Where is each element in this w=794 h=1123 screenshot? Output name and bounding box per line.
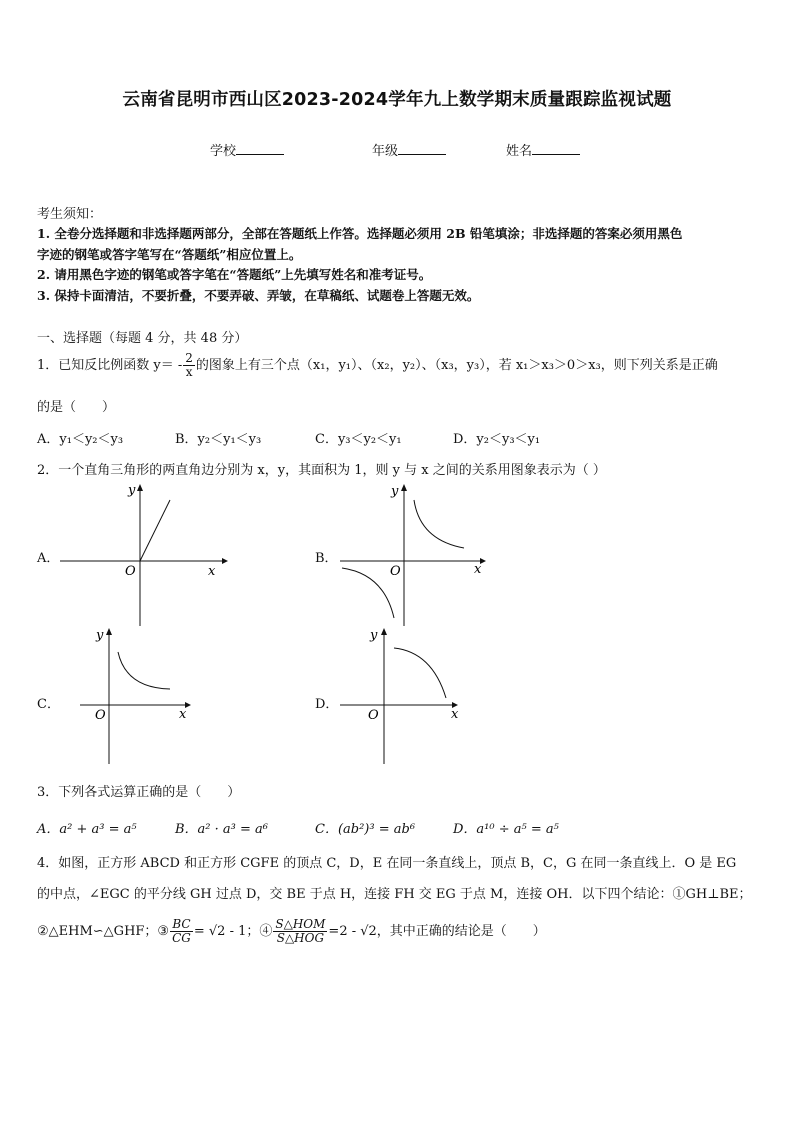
q1-option-d: D．y₂＜y₃＜y₁ — [453, 432, 541, 447]
grade-field — [372, 140, 446, 159]
school-blank — [236, 142, 284, 155]
question-1-line-2: 的是（ ） — [37, 400, 116, 415]
note-line-4: 3. 保持卡面清洁，不要折叠，不要弄破、弄皱，在草稿纸、试题卷上答题无效。 — [37, 288, 480, 303]
graph-b-curve-q1 — [414, 500, 464, 548]
graph-a-x-label: x — [208, 564, 216, 579]
graph-b-y-label: y — [391, 484, 399, 499]
graph-b-curve-q3 — [342, 568, 394, 618]
graph-d-y-label: y — [370, 628, 378, 643]
q4-frac1-num: BC — [170, 918, 193, 932]
graph-b-x-label: x — [474, 562, 482, 577]
question-4-line-2: 的中点，∠EGC 的平分线 GH 过点 D，交 BE 于点 H，连接 FH 交 EG 于点 M，连接 OH．以下四个结论：①GH⊥BE； — [37, 887, 752, 902]
grade-label: 年级 — [372, 144, 399, 159]
q1-frac-den: x — [185, 365, 193, 380]
q4-frac1-den: CG — [172, 931, 191, 946]
q1-option-b: B．y₂＜y₁＜y₃ — [175, 432, 262, 447]
graph-a-y-arrow — [137, 484, 143, 491]
graph-d-curve — [394, 648, 446, 698]
name-blank — [532, 142, 580, 155]
q2-label-c: C． — [37, 697, 60, 712]
q1-option-c: C．y₃＜y₂＜y₁ — [315, 432, 402, 447]
q4-conclusion-3: = √2 - 1；④ — [193, 924, 273, 940]
q1-frac-num: 2 — [185, 351, 193, 365]
q4-fraction-1 — [170, 918, 193, 945]
question-2-text: 2．一个直角三角形的两直角边分别为 x，y，其面积为 1，则 y 与 x 之间的关系用图象表示为（ ） — [37, 463, 606, 478]
question-1-line-1 — [37, 352, 718, 379]
note-line-1: 1. 全卷分选择题和非选择题两部分，全部在答题纸上作答。选择题必须用 2B 铅笔填涂；非选择题的答案必须用黑色 — [37, 226, 683, 241]
name-field — [506, 140, 580, 159]
q3-option-d: D．a¹⁰ ÷ a⁵ = a⁵ — [453, 822, 559, 837]
q4-frac2-den: S△HOG — [276, 931, 325, 946]
q3-option-a: A．a² + a³ = a⁵ — [37, 822, 137, 837]
graph-b — [340, 482, 490, 627]
q1-pre: 1．已知反比例函数 y＝ - — [37, 358, 183, 374]
q1-fraction — [183, 352, 195, 379]
note-line-2: 字迹的钢笔或答字笔写在“答题纸”相应位置上。 — [37, 247, 302, 262]
page-title: 云南省昆明市西山区2023-2024学年九上数学期末质量跟踪监视试题 — [122, 90, 672, 110]
question-3-text: 3．下列各式运算正确的是（ ） — [37, 785, 241, 800]
notes-heading: 考生须知： — [37, 207, 103, 222]
graph-d — [340, 626, 480, 766]
q2-label-b: B． — [315, 551, 338, 566]
q2-label-d: D． — [315, 697, 339, 712]
graph-c-y-arrow — [106, 628, 112, 635]
q1-post: 的图象上有三个点（x₁，y₁）、（x₂，y₂）、（x₃，y₃），若 x₁＞x₃＞0＞x₃，则下列关系是正确 — [195, 358, 718, 374]
section-heading: 一、选择题（每题 4 分，共 48 分） — [37, 331, 248, 346]
graph-a-y-label: y — [128, 483, 136, 498]
graph-c-origin: O — [95, 708, 106, 723]
note-line-3: 2. 请用黑色字迹的钢笔或答字笔在“答题纸”上先填写姓名和准考证号。 — [37, 267, 432, 282]
graph-b-origin: O — [390, 564, 401, 579]
q1-option-a: A．y₁＜y₂＜y₃ — [37, 432, 124, 447]
q2-label-a: A． — [37, 551, 60, 566]
school-field — [210, 140, 284, 159]
graph-c-y-label: y — [96, 628, 104, 643]
graph-c — [60, 626, 200, 766]
graph-a-origin: O — [125, 564, 136, 579]
graph-d-x-label: x — [451, 707, 459, 722]
q4-conclusion-4: =2 - √2，其中正确的结论是（ ） — [328, 924, 546, 940]
school-label: 学校 — [210, 144, 237, 159]
graph-d-origin: O — [368, 708, 379, 723]
graph-d-y-arrow — [381, 628, 387, 635]
q3-option-c: C．(ab²)³ = ab⁶ — [315, 822, 416, 837]
q4-frac2-num: S△HOM — [275, 917, 326, 931]
graph-a-curve — [140, 500, 170, 561]
graph-c-x-label: x — [179, 707, 187, 722]
graph-a-x-arrow — [222, 558, 228, 564]
name-label: 姓名 — [506, 144, 533, 159]
graph-c-curve — [118, 652, 170, 689]
q4-conclusion-2: ②△EHM∽△GHF；③ — [37, 924, 170, 940]
q4-fraction-2 — [273, 918, 327, 945]
question-4-line-3 — [37, 918, 546, 945]
question-4-line-1: 4．如图，正方形 ABCD 和正方形 CGFE 的顶点 C，D，E 在同一条直线上，顶点 B，C，G 在同一条直线上．O 是 EG — [37, 856, 737, 871]
q3-option-b: B．a² · a³ = a⁶ — [175, 822, 268, 837]
graph-b-y-arrow — [401, 484, 407, 491]
graph-a — [60, 482, 230, 627]
grade-blank — [398, 142, 446, 155]
